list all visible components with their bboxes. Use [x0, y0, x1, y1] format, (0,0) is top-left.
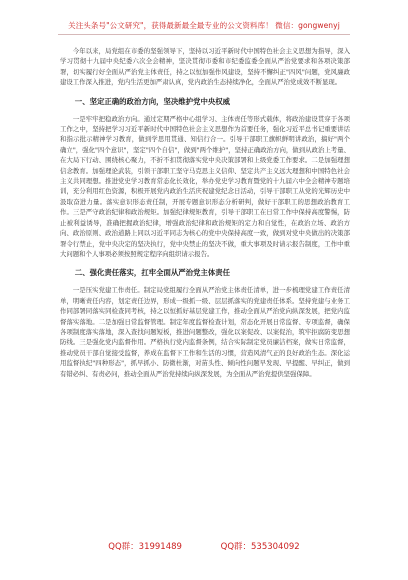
footer-qq-group-2: QQ群：535304092 — [220, 542, 300, 552]
header-divider — [58, 34, 350, 35]
section-1-paragraph: 一是牢牢把稳政治方向。通过定期严格中心组学习、主体责任等形式载体，将政治建设贯穿于各项工作之中，坚持把学习习近平新时代中国特色社会主义思想作为首要任务，强化习近平总书记重要讲话和指示批示精神学习教育，做到学思用贯通、知信行合一。引导干部职工旗帜鲜明讲政治，搞好"两个确立"，强化"四个意识"，坚定"四个自信"，做到"两个维护"，坚持正确政治方向，做到从政治上考量、在大局下行动、围绕核心聚力，不折不扣贯彻落实党中央决策部署和上级党委工作要求。二是加强理想信念教育。加强理论武装，引领干部职工坚守马克思主义信仰、坚定共产主义远大理想和中国特色社会主义共同理想。推进党史学习教育常态化长效化，举办党史学习教育暨党的十九届六中全会精神专题培训，充分利用红色资源，积极开展党内政治生活庆祝建党纪念日活动，引导干部职工从党的光辉历史中汲取奋进力量。落实意识形态责任制，开展专题意识形态分析研判，做好干部职工的思想政治教育工作。三是严守政治纪律和政治规矩。加强纪律规矩教育，引导干部职工在日常工作中保持高度警惕，防止被利益诱导，准确把握政治纪律，增强政治纪律和政治规矩的定力和自觉性，在政治立场、政治方向、政治原则、政治道路上同以习近平同志为核心的党中央保持高度一致，做到对党中央做出的决策部署令行禁止，党中央决定的坚决执行，党中央禁止的坚决不做，重大事项及时请示报告制度，工作中重大问题和个人事项必须按照规定程序向组织请示报告。 — [60, 114, 350, 258]
document-body — [60, 46, 350, 379]
header-banner: 关注头条号"公文研究"，获得最新最全最专业的公文资料库！ 微信：gongwenyj — [68, 21, 340, 30]
intro-paragraph: 今年以来，局党组在市委的坚强领导下，坚持以习近平新时代中国特色社会主义思想为指导，深入学习贯彻十九届中央纪委六次全会精神，坚决贯彻市委和市纪委监委全面从严治党要求和各项决策部署，切实履行好全面从严治党主体责任，持之以恒加强作风建设，坚持不懈纠正"四风"问题，党风廉政建设工作深入推进，党内生活更加严肃认真，党内政治生态持续净化，全面从严治党成效不断显现。 — [60, 47, 350, 87]
footer-qq-group-1: QQ群：31991489 — [108, 542, 182, 552]
section-2-heading: 二、强化责任落实，扛牢全面从严治党主体责任 — [74, 268, 231, 278]
footer — [0, 540, 408, 552]
section-1-heading: 一、坚定正确的政治方向，坚决维护党中央权威 — [74, 96, 231, 106]
section-2-paragraph: 一是压实党建工作责任。制定局党组履行全面从严治党主体责任清单，进一步梳理党建工作责任清单，明晰责任内容，划定责任边界，形成一级抓一级、层层抓落实的党建责任体系。坚持党建与业务工作同部署同落实同检查同考核，持之以恒抓好基层党建工作，推动全面从严治党向纵深发展，把党内监督落实落地。二是加强日常监督管理。制定年度监督检查计划，常态化开展日常监督、专项监督，确保各项制度落实落地，深入查找问题短板，推进问题整改，强化以案促改、以案促治，筑牢拒腐防变思想防线。三是强化党内监督作用。严格执行党内监督条例，结合实际制定党员廉洁档案，做实日常监督，推动党员干部自觉接受监督，养成在监督下工作和生活的习惯，营造风清气正的良好政治生态。深化运用监督执纪"四种形态"，抓早抓小、防微杜渐，对苗头性、倾向性问题早发现、早提醒、早纠正，做到有错必纠、有责必问，推动全面从严治党持续向纵深发展，为全面从严治党提供坚强保障。 — [60, 286, 350, 378]
